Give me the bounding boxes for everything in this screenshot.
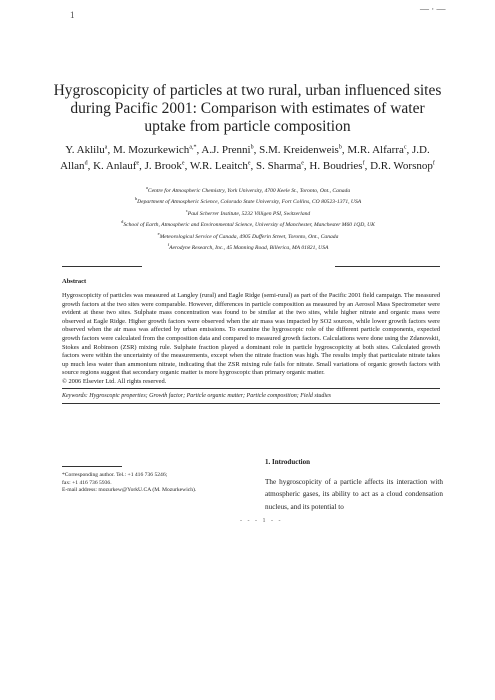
author-separator: , [139, 159, 145, 172]
author-name: M. Mozurkewich [112, 143, 190, 156]
author-affiliation-mark: e [136, 160, 140, 167]
affiliation [58, 241, 438, 252]
author-affiliation-mark: c [403, 144, 407, 150]
author [113, 144, 201, 156]
author [190, 160, 256, 172]
author [145, 160, 190, 172]
author-name: D.R. Worsnop [370, 159, 433, 172]
affiliation-text: Aerodyne Research, Inc., 45 Manning Road, Billerica, MA 01821, USA [169, 245, 329, 252]
author-separator: , [406, 143, 413, 156]
author-separator: , [364, 159, 371, 172]
affiliation-text: Centre for Atmospheric Chemistry, York University, 4700 Keele St., Toronto, Ont., Canada [147, 187, 351, 194]
header-mark-right: — · — [420, 4, 446, 14]
introduction-text: The hygroscopicity of a particle affects its interaction with atmospheric gases, its ability to act as a cloud condensation nucleus, and its potential to [265, 478, 443, 511]
keywords-line [62, 393, 442, 399]
author [65, 144, 113, 156]
abstract-bottom-rule [62, 388, 440, 389]
corresponding-author-footnote [62, 472, 252, 495]
author-affiliation-mark: f [432, 160, 435, 167]
author-affiliation-mark: b [250, 144, 254, 150]
author-name: H. Boudries [309, 159, 363, 172]
affiliation-mark: c [185, 207, 188, 213]
author-separator: , [196, 143, 202, 156]
author-name: J. Brook [144, 159, 182, 172]
affiliation-text: School of Earth, Atmospheric and Environmental Science, University of Manchester, Manchester M60 1QD, UK [123, 222, 375, 229]
author [347, 144, 412, 156]
affiliation-text: Paul Scherrer Institute, 5232 Villigen PSI, Switzerland [187, 210, 311, 217]
author [309, 160, 370, 172]
author-affiliation-mark: e [301, 160, 304, 167]
author [201, 144, 259, 156]
author [256, 160, 309, 172]
keywords-bottom-rule [62, 403, 440, 404]
affiliation [58, 184, 438, 195]
author-separator: , [250, 159, 257, 172]
author-separator: , [87, 159, 94, 172]
abstract-heading: Abstract [62, 278, 87, 285]
affiliation [58, 195, 438, 206]
affiliation-mark: e [157, 230, 160, 236]
footnote-rule [62, 466, 122, 467]
author [370, 160, 435, 172]
author-affiliation-mark: e [247, 160, 251, 167]
affiliation [58, 207, 438, 218]
author [259, 144, 347, 156]
affiliation-mark: d [121, 219, 124, 225]
author-name: S.M. Kreidenweis [259, 143, 339, 156]
footnote-email: E-mail address: mozurkew@YorkU.CA (M. Mozurkewich). [62, 487, 197, 494]
abstract-text: Hygroscopicity of particles was measured at Langley (rural) and Eagle Ridge (semi-rural) as part of the Pacific 2001 field campaign. The measured growth factors at the two sites were comparable. However, differences in particle composition as measured by an Aerosol Mass Spectrometer were evident at these two sites. Sulphate mass concentration was found to be similar at the two sites, while higher nitrate and organic mass were observed at Eagle Ridge. Higher growth factors were observed when the air mass was impacted by SO2 sources, while lower growth factors were observed when the air mass was affected by urban emissions. To examine the hygroscopic role of the different particle components, expected growth factors were calculated from the composition data and compared to measured growth factors. Calculations were done using the Zdanovskii, Stokes and Robinson (ZSR) mixing rule. Sulphate fraction played a dominant role in particle hygroscopicity at both sites. Calculated growth factors were within the uncertainty of the measurements, except when the nitrate fraction was high. The results imply that particulate nitrate takes up much less water than ammonium nitrate, indicating that the ZSR mixing rule fails for nitrate. Small variations of organic growth factors with source regions suggest that secondary organic matter is more hygroscopic than primary organic matter. [62, 292, 440, 377]
author-name: Y. Aklilu [65, 143, 105, 156]
author-affiliation-mark: a,* [189, 144, 197, 150]
author-affiliation-mark: f [362, 160, 365, 167]
author-affiliation-mark: a [104, 144, 108, 150]
author-affiliation-mark: e [181, 160, 185, 167]
paper-title: Hygroscopicity of particles at two rural, urban influenced sites during Pacific 2001: Comparison with estimates of water uptake from particle composition [53, 82, 442, 135]
footnote-fax: fax: +1 416 736 5936. [62, 479, 112, 486]
author-separator: , [341, 143, 348, 156]
introduction-heading: 1. Introduction [265, 458, 310, 466]
author-name: S. Sharma [256, 159, 302, 172]
author-affiliation-mark: d [84, 160, 88, 167]
affiliation-text: Meteorological Service of Canada, 4905 Dufferin Street, Toronto, Ont., Canada [159, 233, 339, 240]
author-name: A.J. Prenni [201, 143, 251, 156]
copyright-notice: © 2006 Elsevier Ltd. All rights reserved. [62, 378, 167, 385]
author-separator: , [107, 143, 113, 156]
affiliation [58, 218, 438, 229]
footnote-corresponding: *Corresponding author. Tel.: +1 416 736 5246; [62, 472, 168, 478]
affiliation-mark: a [145, 185, 148, 190]
author-affiliation-mark: b [338, 144, 342, 150]
page-number: - - - 1 - - [240, 518, 283, 524]
affiliation-mark: b [134, 196, 138, 202]
divider-left [62, 266, 142, 267]
author-name: J.D. Allan [60, 143, 430, 172]
author-list [60, 141, 435, 173]
author-separator: , [184, 159, 190, 172]
author-name: W.R. Leaitch [189, 159, 248, 172]
author-name: K. Anlauf [93, 159, 137, 172]
keywords-text: Hygroscopic properties; Growth factor; Particle organic matter; Particle composition; Field studies [89, 393, 332, 399]
keywords-label: Keywords: [62, 393, 88, 399]
author-name: M.R. Alfarra [347, 143, 404, 156]
author [93, 160, 145, 172]
affiliation-mark: f [167, 242, 170, 248]
affiliation-list [58, 184, 438, 253]
affiliation-text: Department of Atmospheric Science, Colorado State University, Fort Collins, CO 80523-1371, USA [137, 199, 362, 206]
header-mark-left: 1 [70, 10, 75, 20]
affiliation [58, 230, 438, 241]
author-separator: , [303, 159, 310, 172]
author-separator: , [253, 143, 260, 156]
divider-right [335, 266, 440, 267]
